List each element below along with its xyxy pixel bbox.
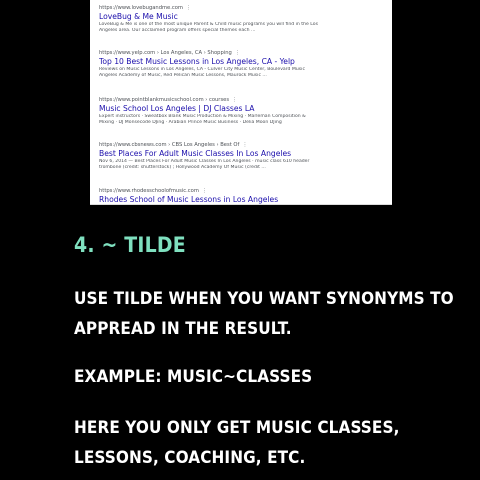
result-title-link[interactable]: Best Places For Adult Music Classes In Los Angeles — [99, 149, 292, 158]
tip-explanation: HERE YOU ONLY GET MUSIC CLASSES, LESSONS, COACHING, ETC. — [74, 418, 400, 468]
result-url[interactable]: https://www.lovebugandme.com ⋮ — [99, 5, 192, 11]
result-title-link[interactable]: LoveBug & Me Music — [99, 12, 178, 21]
section-title: 4. ~ TILDE — [74, 233, 186, 257]
result-url[interactable]: https://www.cbsnews.com › CBS Los Angeles › Best Of ⋮ — [99, 142, 248, 148]
result-snippet: Nov 6, 2014 — Best Places For Adult Music Classes In Los Angeles · music class 610 header trombone (credit: shutterstock) ; Hollywood Academy Of Music (credit ... — [99, 159, 310, 171]
more-options-icon[interactable]: ⋮ — [201, 188, 208, 194]
result-snippet: Reviews on Music Lessons in Los Angeles, CA - Culver City Music Center, Boulevard Music Angeles Academy of Music, Red Pelican Music Lessons, Maurock Music ... — [99, 67, 305, 79]
result-snippet: Expert instructors · Sweatbox Blank Music Production & Mixing · Marleman Composition & Mixing · DJ Monsecode DJing · Arabian Prince Music Business · Delia Moon DJing — [99, 114, 306, 126]
search-result — [99, 50, 389, 80]
search-result — [99, 188, 389, 205]
search-result — [99, 142, 389, 172]
result-snippet: LoveBug & Me is one of the most unique Parent & Child music programs you will find in the Los Angeles area. Our acclaimed program offers special themes each ... — [99, 22, 318, 34]
result-title-link[interactable]: Rhodes School of Music Lessons in Los Angeles — [99, 195, 279, 204]
search-results-screenshot — [90, 0, 392, 205]
more-options-icon[interactable]: ⋮ — [234, 50, 240, 56]
more-options-icon[interactable]: ⋮ — [232, 97, 238, 103]
search-result — [99, 5, 389, 35]
more-options-icon[interactable]: ⋮ — [242, 142, 248, 148]
result-url[interactable]: https://www.pointblankmusicschool.com › courses ⋮ — [99, 97, 238, 103]
search-result — [99, 97, 389, 127]
tip-example: EXAMPLE: MUSIC~CLASSES — [74, 367, 313, 387]
result-url[interactable]: https://www.yelp.com › Los Angeles, CA › Shopping ⋮ — [99, 50, 240, 56]
result-title-link[interactable]: Music School Los Angeles | DJ Classes LA — [99, 104, 255, 113]
tip-description: USE TILDE WHEN YOU WANT SYNONYMS TO APPREAD IN THE RESULT. — [74, 289, 454, 339]
result-url[interactable]: https://www.rhodesschoolofmusic.com ⋮ — [99, 188, 208, 194]
result-title-link[interactable]: Top 10 Best Music Lessons in Los Angeles, CA - Yelp — [99, 57, 295, 66]
more-options-icon[interactable]: ⋮ — [185, 5, 192, 11]
